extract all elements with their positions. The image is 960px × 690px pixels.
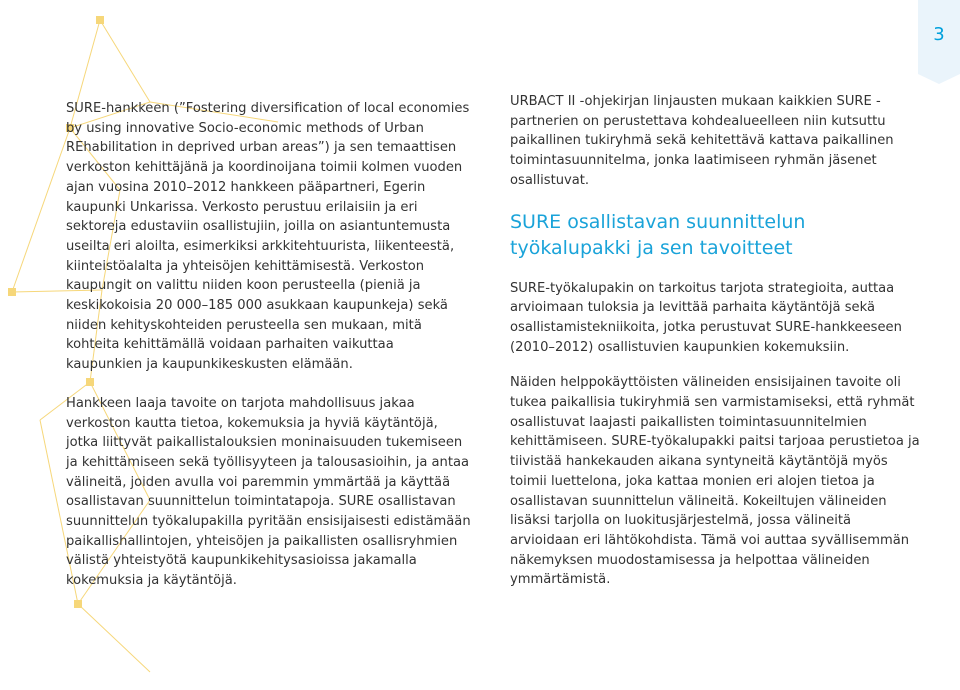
intro-paragraph: URBACT II -ohjekirjan linjausten mukaan kaikkien SURE -partnerien on perustettava kohdealueelleen niin kutsuttu paikallinen tukiryhmä sekä kehitettävä kattava paikallinen toimintasuunnitelma, jonka laatimiseen ryhmän jäsenet osallistuvat. <box>510 94 894 188</box>
body-paragraph: Näiden helppokäyttöisten välineiden ensisijainen tavoite oli tukea paikallisia tukiryhmiä sen varmistamiseksi, että ryhmät osallistuvat laajasti paikallisten toimintasuunnitelmien kehittämiseen. SURE-työkalupakki paitsi tarjoaa perustietoa ja tiivistää hankekauden aikana syntyneitä käytäntöjä myös toimii luettelona, joka kattaa monien eri alojen tietoa ja osallistavan suunnittelun välineitä. Kokeiltujen välineiden lisäksi tarjolla on luokitusjärjestelmä, jossa välineitä arvioidaan eri lähtökohdista. Tämä voi auttaa syvällisemmän näkemyksen muodostamisessa ja helpottaa välineiden ymmärtämistä. <box>510 375 920 588</box>
right-column <box>510 92 920 590</box>
decorative-square <box>96 16 104 24</box>
left-column <box>66 99 471 591</box>
page-number-tab <box>918 0 960 74</box>
decorative-square <box>8 288 16 296</box>
body-paragraph: SURE-hankkeen (”Fostering diversification of local economies by using innovative Socio-economic methods of Urban REhabilitation in deprived urban areas”) ja sen temaattisen verkoston kehittäjänä ja koordinoijana toimii kolmen vuoden ajan vuosina 2010–2012 hankkeen pääpartneri, Egerin kaupunki Unkarissa. Verkosto perustuu erilaisiin ja eri sektoreja edustaviin osallistujiin, joilla on asiantuntemusta useilta eri aloilta, esimerkiksi arkkitehtuurista, liikenteestä, kiinteistöalalta ja yhteisöjen kehittämisestä. Verkoston kaupungit on valittu niiden koon perusteella (pieniä ja keskikokoisia 20 000–185 000 asukkaan kaupunkeja) sekä niiden kehityskohteiden perusteella sen mukaan, mitä kohteita kehittämällä voidaan parhaiten vaikuttaa kaupunkien ja kaupunkikeskusten elämään. <box>66 101 470 373</box>
body-paragraph: Hankkeen laaja tavoite on tarjota mahdollisuus jakaa verkoston kautta tietoa, kokemuksia ja hyviä käytäntöjä, jotka liittyvät paikallistalouksien moninaisuuden tukemiseen ja kehittämiseen sekä työllisyyteen ja talousasioihin, ja antaa välineitä, joiden avulla voi paremmin ymmärtää ja käyttää osallistavan suunnittelun toimintatapoja. SURE osallistavan suunnittelun työkalupakilla pyritään ensisijaisesti edistämään paikallishallintojen, yhteisöjen ja paikallisten osallisryhmien välistä yhteistyötä kaupunkikehitysasioissa jakamalla kokemuksia ja käytäntöjä. <box>66 395 471 589</box>
section-heading: SURE osallistavan suunnittelun työkalupakki ja sen tavoitteet <box>510 210 806 259</box>
decorative-square <box>74 600 82 608</box>
decorative-line <box>100 20 150 102</box>
page-number: 3 <box>933 24 945 45</box>
body-paragraph: SURE-työkalupakin on tarkoitus tarjota strategioita, auttaa arvioimaan tuloksia ja levittää parhaita käytäntöjä sekä osallistamistekniikoita, jotka perustuvat SURE-hankkeeseen (2010–2012) osallistuvien kaupunkien kokemuksiin. <box>510 280 902 355</box>
decorative-line <box>78 604 150 672</box>
decorative-line <box>12 128 70 292</box>
